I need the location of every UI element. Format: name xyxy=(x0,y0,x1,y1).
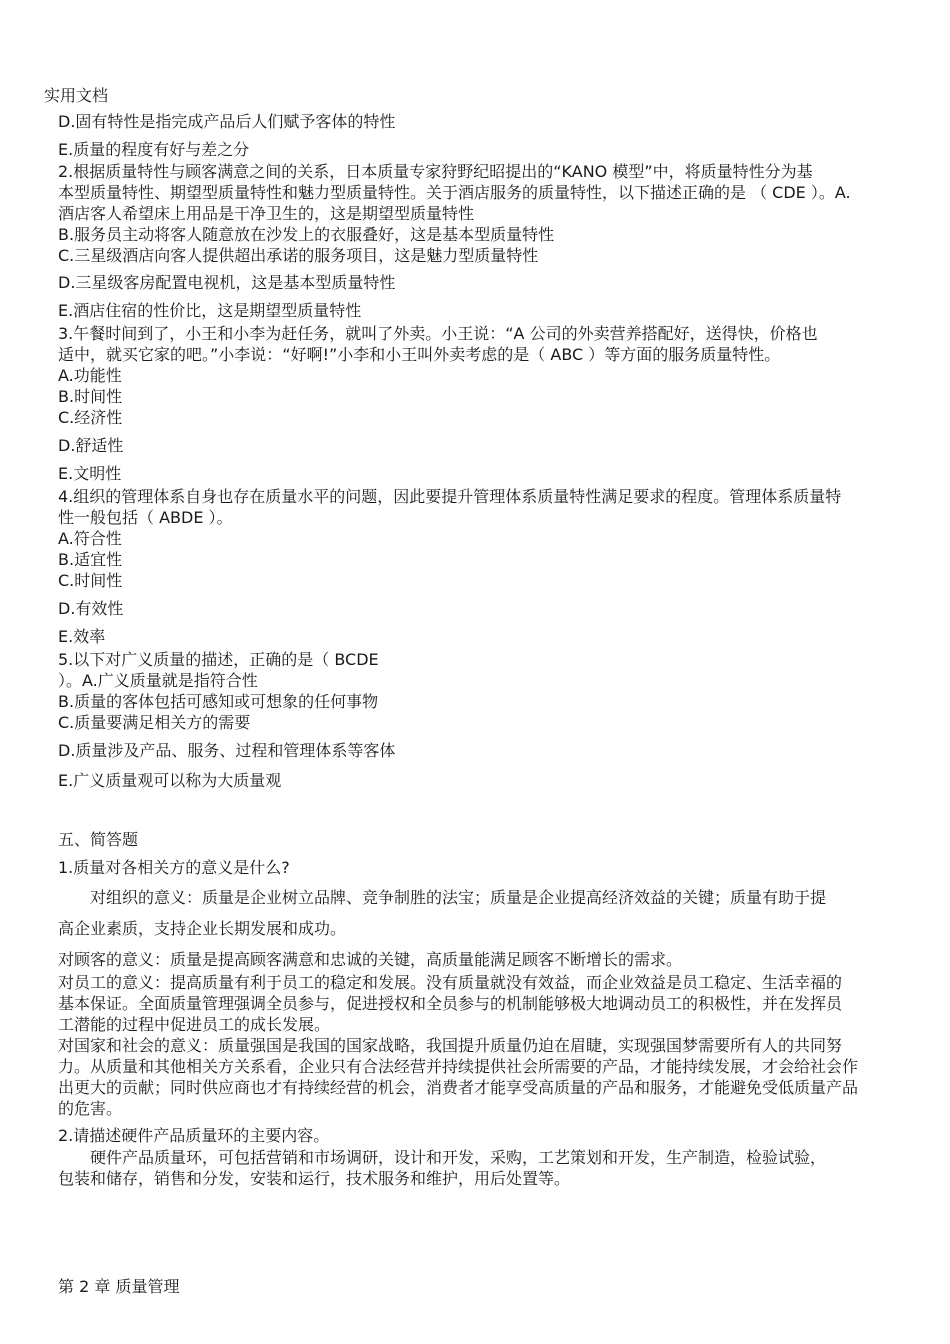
q5-option-d: D.质量涉及产品、服务、过程和管理体系等客体 xyxy=(58,741,396,760)
q3-option-d: D.舒适性 xyxy=(58,436,124,455)
answer-nation-line-1: 对国家和社会的意义：质量强国是我国的国家战略，我国提升质量仍迫在眉睫，实现强国梦需要所有人的共同努 xyxy=(58,1036,843,1055)
q4-stem-line-2: 性一般包括（ ABDE ）。 xyxy=(58,508,233,527)
q5-stem-line-1: 5.以下对广义质量的描述，正确的是（ BCDE xyxy=(58,650,379,669)
q3-stem-line-1: 3.午餐时间到了，小王和小李为赶任务，就叫了外卖。小王说：“A 公司的外卖营养搭配好，送得快，价格也 xyxy=(58,324,818,343)
answer-customer: 对顾客的意义：质量是提高顾客满意和忠诚的关键，高质量能满足顾客不断增长的需求。 xyxy=(58,950,683,969)
answer-employee-line-2: 基本保证。全面质量管理强调全员参与，促进授权和全员参与的机制能够极大地调动员工的积极性，并在发挥员 xyxy=(58,994,843,1013)
q4-option-d: D.有效性 xyxy=(58,599,124,618)
answer-nation-line-2: 力。从质量和其他相关方关系看，企业只有合法经营并持续提供社会所需要的产品，才能持续发展，才会给社会作 xyxy=(58,1057,859,1076)
q1-option-e: E.质量的程度有好与差之分 xyxy=(58,140,250,159)
q2-stem-line-1: 2.根据质量特性与顾客满意之间的关系，日本质量专家狩野纪昭提出的“KANO 模型”中，将质量特性分为基 xyxy=(58,162,813,181)
q5-option-e: E.广义质量观可以称为大质量观 xyxy=(58,771,282,790)
answer-org-line-1: 对组织的意义：质量是企业树立品牌、竞争制胜的法宝；质量是企业提高经济效益的关键；质量有助于提 xyxy=(90,888,827,907)
q2-option-e: E.酒店住宿的性价比，这是期望型质量特性 xyxy=(58,301,362,320)
q2-option-c: C.三星级酒店向客人提供超出承诺的服务项目，这是魅力型质量特性 xyxy=(58,246,539,265)
q4-option-b: B.适宜性 xyxy=(58,550,123,569)
q2-stem-line-3: 酒店客人希望床上用品是干净卫生的，这是期望型质量特性 xyxy=(58,204,475,223)
answer-employee-line-3: 工潜能的过程中促进员工的成长发展。 xyxy=(58,1015,331,1034)
answer-2-line-2: 包装和储存，销售和分发，安装和运行，技术服务和维护，用后处置等。 xyxy=(58,1169,571,1188)
answer-org-line-2: 高企业素质，支持企业长期发展和成功。 xyxy=(58,919,347,938)
section-title: 五、简答题 xyxy=(58,830,139,849)
answer-2-line-1: 硬件产品质量环，可包括营销和市场调研，设计和开发，采购，工艺策划和开发，生产制造，检验试验， xyxy=(90,1148,827,1167)
q1-option-d: D.固有特性是指完成产品后人们赋予客体的特性 xyxy=(58,112,396,131)
q5-stem-line-2: ）。A.广义质量就是指符合性 xyxy=(58,671,258,690)
q3-option-e: E.文明性 xyxy=(58,464,122,483)
q4-stem-line-1: 4.组织的管理体系自身也存在质量水平的问题，因此要提升管理体系质量特性满足要求的程度。管理体系质量特 xyxy=(58,487,842,506)
q2-option-b: B.服务员主动将客人随意放在沙发上的衣服叠好，这是基本型质量特性 xyxy=(58,225,555,244)
short-question-2: 2.请描述硬件产品质量环的主要内容。 xyxy=(58,1126,330,1145)
q2-option-d: D.三星级客房配置电视机，这是基本型质量特性 xyxy=(58,273,396,292)
footer-chapter: 第 2 章 质量管理 xyxy=(58,1277,180,1296)
q4-option-e: E.效率 xyxy=(58,627,106,646)
q4-option-c: C.时间性 xyxy=(58,571,123,590)
q3-option-b: B.时间性 xyxy=(58,387,123,406)
q2-stem-line-2: 本型质量特性、期望型质量特性和魅力型质量特性。关于酒店服务的质量特性，以下描述正确的是 （ CDE ）。A. xyxy=(58,183,851,202)
q3-option-c: C.经济性 xyxy=(58,408,123,427)
q3-option-a: A.功能性 xyxy=(58,366,122,385)
answer-employee-line-1: 对员工的意义：提高质量有利于员工的稳定和发展。没有质量就没有效益，而企业效益是员工稳定、生活幸福的 xyxy=(58,973,843,992)
q4-option-a: A.符合性 xyxy=(58,529,122,548)
doc-label: 实用文档 xyxy=(44,86,109,105)
q3-stem-line-2: 适中，就买它家的吧。”小李说：“好啊!”小李和小王叫外卖考虑的是（ ABC ）等方面的服务质量特性。 xyxy=(58,345,781,364)
q5-option-c: C.质量要满足相关方的需要 xyxy=(58,713,251,732)
answer-nation-line-4: 的危害。 xyxy=(58,1099,123,1118)
q5-option-b: B.质量的客体包括可感知或可想象的任何事物 xyxy=(58,692,379,711)
answer-nation-line-3: 出更大的贡献；同时供应商也才有持续经营的机会，消费者才能享受高质量的产品和服务，才能避免受低质量产品 xyxy=(58,1078,859,1097)
short-question-1: 1.质量对各相关方的意义是什么? xyxy=(58,858,290,877)
